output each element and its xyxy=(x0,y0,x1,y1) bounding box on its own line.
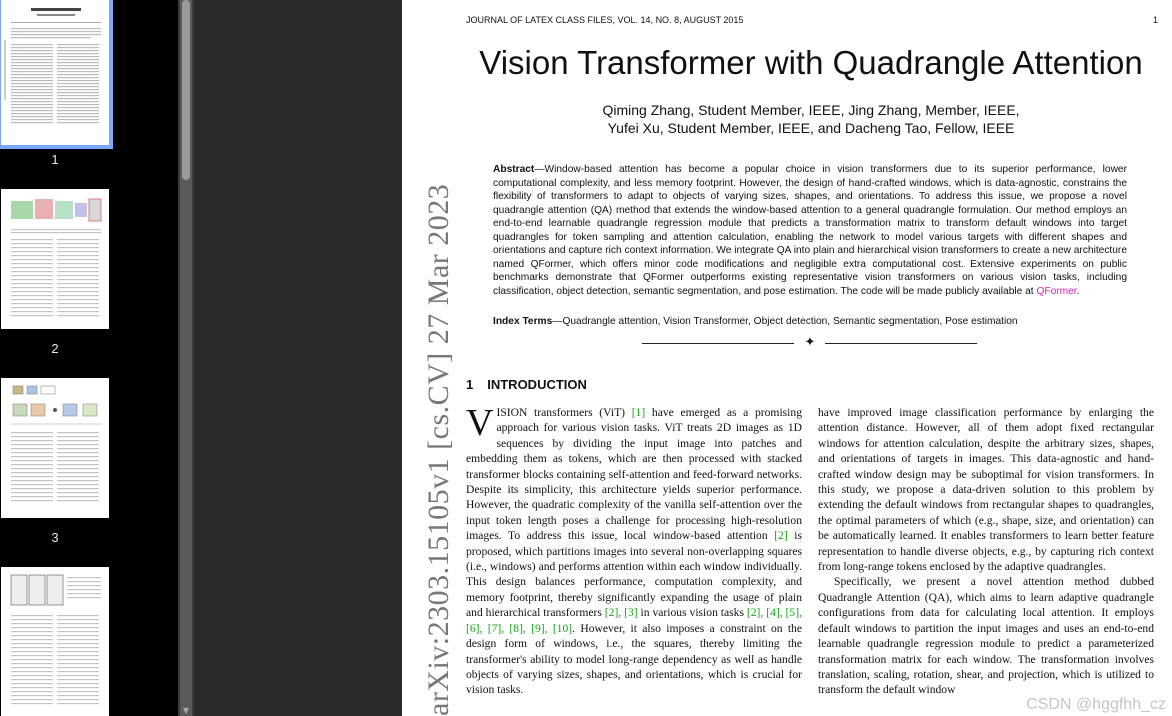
authors-line-1: Qiming Zhang, Student Member, IEEE, Jing Zhang, Member, IEEE, xyxy=(602,102,1020,118)
index-terms-text: —Quadrangle attention, Vision Transformer, Object detection, Semantic segmentation, Pose estimation xyxy=(552,316,1018,327)
intro-text: in various vision tasks xyxy=(637,606,747,620)
page-thumbnail-4[interactable] xyxy=(1,567,109,716)
document-page xyxy=(402,0,1172,716)
abstract-label: Abstract xyxy=(493,164,535,175)
abstract-text: —Window-based attention has become a popular choice in vision transformers due to its superior performance, lower computational complexity, and less memory footprint. However, the design of hand-crafted windows, which is data-agnostic, constrains the flexibility of transformers to adapt to objects of varying sizes, shapes, and orientations. To address this issue, we propose a novel quadrangle attention (QA) method that extends the window-based attention to a general quadrangle formulation. Our method employs an end-to-end learnable quadrangle regression module that predicts a transformation matrix to transform default windows into target quadrangles for token sampling and attention calculation, enabling the network to model various targets with different shapes and orientations and capture rich context information. We integrate QA into plain and hierarchical vision transformers to create a new architecture named QFormer, which offers minor code modifications and negligible extra computational cost. Extensive experiments on public benchmarks demonstrate that QFormer outperforms existing representative vision transformers on various vision tasks, including classification, object detection, semantic segmentation, and pose estimation. The code will be made publicly available at xyxy=(493,164,1127,297)
authors-line-2: Yufei Xu, Student Member, IEEE, and Dacheng Tao, Fellow, IEEE xyxy=(607,120,1015,136)
index-terms-label: Index Terms xyxy=(493,316,553,327)
divider-star-icon: ✦ xyxy=(804,335,816,350)
paper-authors xyxy=(402,101,1172,137)
thumbnail-number: 3 xyxy=(51,530,59,545)
intro-text: . However, it also imposes a constraint on the design form of windows, i.e., the squares, thereby limiting the transformer's ability to model long-range dependency as well as handle objects of varying sizes, shapes, and orientations, which is crucial for vision tasks. xyxy=(466,621,802,697)
citation-link[interactable]: [2] xyxy=(774,529,788,543)
abstract xyxy=(493,163,1127,298)
thumbnail-list xyxy=(0,0,178,716)
intro-paragraph: Specifically, we present a novel attention method dubbed Quadrangle Attention (QA), which aims to learn adaptive quadrangle configurations from data for calculating local attention. It employs default windows to partition the input images and uses an end-to-end learnable quadrangle regression module to predict a parameterized transformation matrix for each window. The transformation involves translation, scaling, rotation, shear, and projection, which is utilized to transform the default window xyxy=(818,575,1154,697)
page-header xyxy=(466,15,1158,25)
page-number: 1 xyxy=(1152,15,1158,25)
citation-link[interactable]: [1] xyxy=(631,406,646,419)
intro-right-column xyxy=(818,405,1154,698)
thumbnail-sidebar xyxy=(0,0,194,716)
qformer-link[interactable]: QFormer xyxy=(1036,285,1077,297)
intro-left-column xyxy=(466,402,802,698)
page-thumbnail-2[interactable] xyxy=(1,189,109,329)
section-divider xyxy=(642,335,977,350)
section-title: INTRODUCTION xyxy=(487,377,587,392)
sidebar-scrollbar[interactable] xyxy=(180,0,192,716)
drop-cap: V xyxy=(466,402,494,444)
page-thumbnail-3[interactable] xyxy=(1,378,109,518)
arxiv-stamp: arXiv:2303.15105v1 [cs.CV] 27 Mar 2023 xyxy=(422,183,455,716)
scroll-down-icon[interactable]: ▼ xyxy=(182,706,190,715)
thumbnail-preview xyxy=(1,189,109,329)
scrollbar-thumb[interactable] xyxy=(182,0,190,180)
thumbnail-preview xyxy=(1,0,109,145)
intro-paragraph: have improved image classification performance by enlarging the attention distance. However, all of them adopt fixed rectangular windows for attention calculation, despite the arbitrary sizes, shapes, and orientations of targets in images. This data-agnostic and hand-crafted window design may be suboptimal for vision transformers. In this study, we propose a data-driven solution to this problem by extending the default windows from rectangular shapes to quadrangles, the optimal parameters of which (e.g., shape, size, and orientation) can be automatically learned. It enables transformers to learn better feature representation to handle diverse objects, e.g., by capturing rich context from long-range tokens enclosed by the adaptive quadrangles. xyxy=(818,406,1154,574)
paper-title: Vision Transformer with Quadrangle Attention xyxy=(479,44,1143,81)
watermark: CSDN @hggfhh_cz xyxy=(1026,696,1166,713)
thumbnail-preview xyxy=(1,567,109,716)
abstract-end: . xyxy=(1076,285,1080,297)
thumbnail-number: 1 xyxy=(51,152,59,167)
section-heading xyxy=(466,377,587,392)
journal-header: JOURNAL OF LATEX CLASS FILES, VOL. 14, NO. 8, AUGUST 2015 xyxy=(466,15,744,25)
intro-text: is proposed, which partitions images into several non-overlapping squares (i.e., windows) and performs attention within each window individually. This design balances performance, computation complexity, and memory footprint, thereby significantly expanding the usage of plain and hierarchical transformers xyxy=(466,529,802,620)
thumbnail-number: 2 xyxy=(51,341,59,356)
page-thumbnail-1[interactable] xyxy=(1,0,109,145)
intro-text: have emerged as a promising approach for various vision tasks. ViT treats 2D images as 1D sequences by dividing the input image into patches and embedding them as tokens, which are then processed with stacked transformer blocks containing self-attention and feed-forward networks. Despite its simplicity, this architecture yields superior performance. However, the quadratic complexity of the vanilla self-attention over the input token length poses a challenge for processing high-resolution images. To address this issue, local window-based attention xyxy=(466,406,802,543)
thumbnail-preview xyxy=(1,378,109,518)
intro-text: transformers (ViT) xyxy=(527,406,632,419)
citation-link[interactable]: [2], [4], [5], [6], [7], [8], [9], [10] xyxy=(466,606,802,635)
citation-link[interactable]: [2], [3] xyxy=(604,606,638,620)
index-terms xyxy=(493,316,1127,327)
section-number: 1 xyxy=(466,377,474,392)
viewer-background xyxy=(194,0,402,716)
first-word: ISION xyxy=(496,406,528,419)
